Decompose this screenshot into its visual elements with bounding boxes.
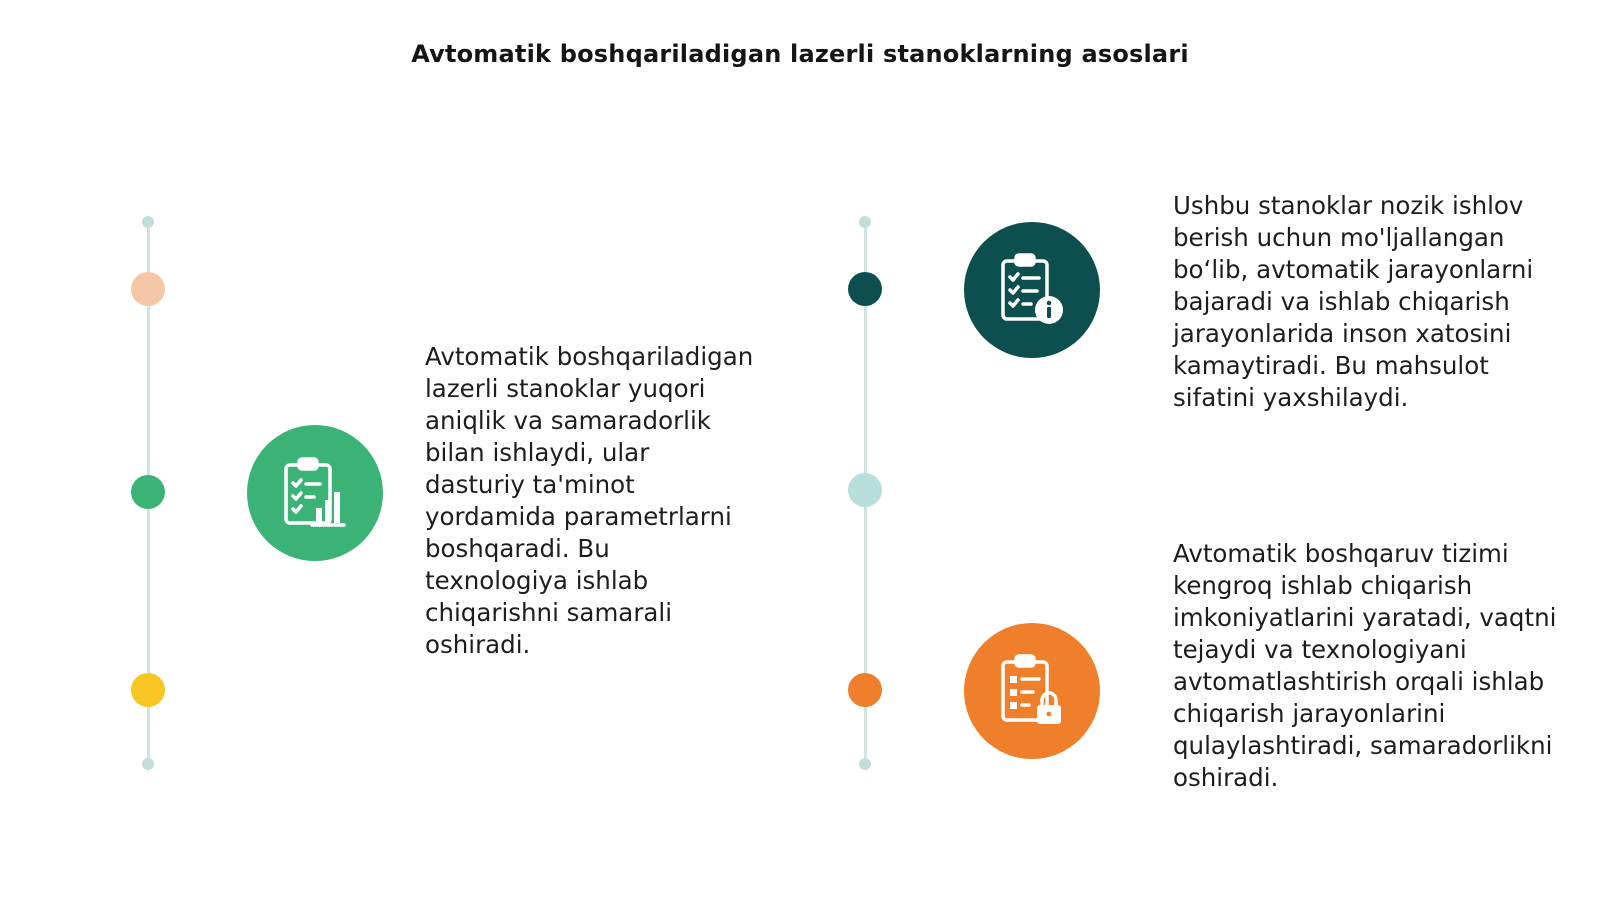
timeline-right-bottom-cap bbox=[859, 758, 871, 770]
item-3-text: Avtomatik boshqaruv tizimi kengroq ishlab chiqarish imkoniyatlarini yaratadi, vaqtni tejaydi va texnologiyani avtomatlashtirish orqali ishlab chiqarish jarayonlarini qulaylashtiradi, samaradorlikni oshiradi. bbox=[1173, 539, 1557, 792]
item-1-icon-badge bbox=[247, 425, 383, 561]
timeline-right-marker-1 bbox=[848, 272, 882, 306]
timeline-left-marker-2 bbox=[131, 475, 165, 509]
item-2-icon-badge bbox=[964, 222, 1100, 358]
item-3-icon-badge bbox=[964, 623, 1100, 759]
timeline-right-top-cap bbox=[859, 216, 871, 228]
timeline-right-marker-3 bbox=[848, 673, 882, 707]
clipboard-info-icon bbox=[997, 252, 1067, 328]
clipboard-lock-icon bbox=[997, 653, 1067, 729]
timeline-left-marker-1 bbox=[131, 272, 165, 306]
timeline-left-bottom-cap bbox=[142, 758, 154, 770]
item-2-text: Ushbu stanoklar nozik ishlov berish uchun mo'ljallangan bo‘lib, avtomatik jarayonlarni bajaradi va ishlab chiqarish jarayonlarida inson xatosini kamaytiradi. Bu mahsulot sifatini yaxshilaydi. bbox=[1173, 191, 1534, 412]
timeline-left-top-cap bbox=[142, 216, 154, 228]
clipboard-chart-icon bbox=[280, 456, 350, 530]
item-1-text: Avtomatik boshqariladigan lazerli stanoklar yuqori aniqlik va samaradorlik bilan ishlaydi, ular dasturiy ta'minot yordamida parametrlarni boshqaradi. Bu texnologiya ishlab chiqarishni samarali oshiradi. bbox=[425, 342, 754, 659]
page-title: Avtomatik boshqariladigan lazerli stanoklarning asoslari bbox=[411, 40, 1189, 68]
timeline-left-marker-3 bbox=[131, 673, 165, 707]
timeline-right-marker-2 bbox=[848, 473, 882, 507]
